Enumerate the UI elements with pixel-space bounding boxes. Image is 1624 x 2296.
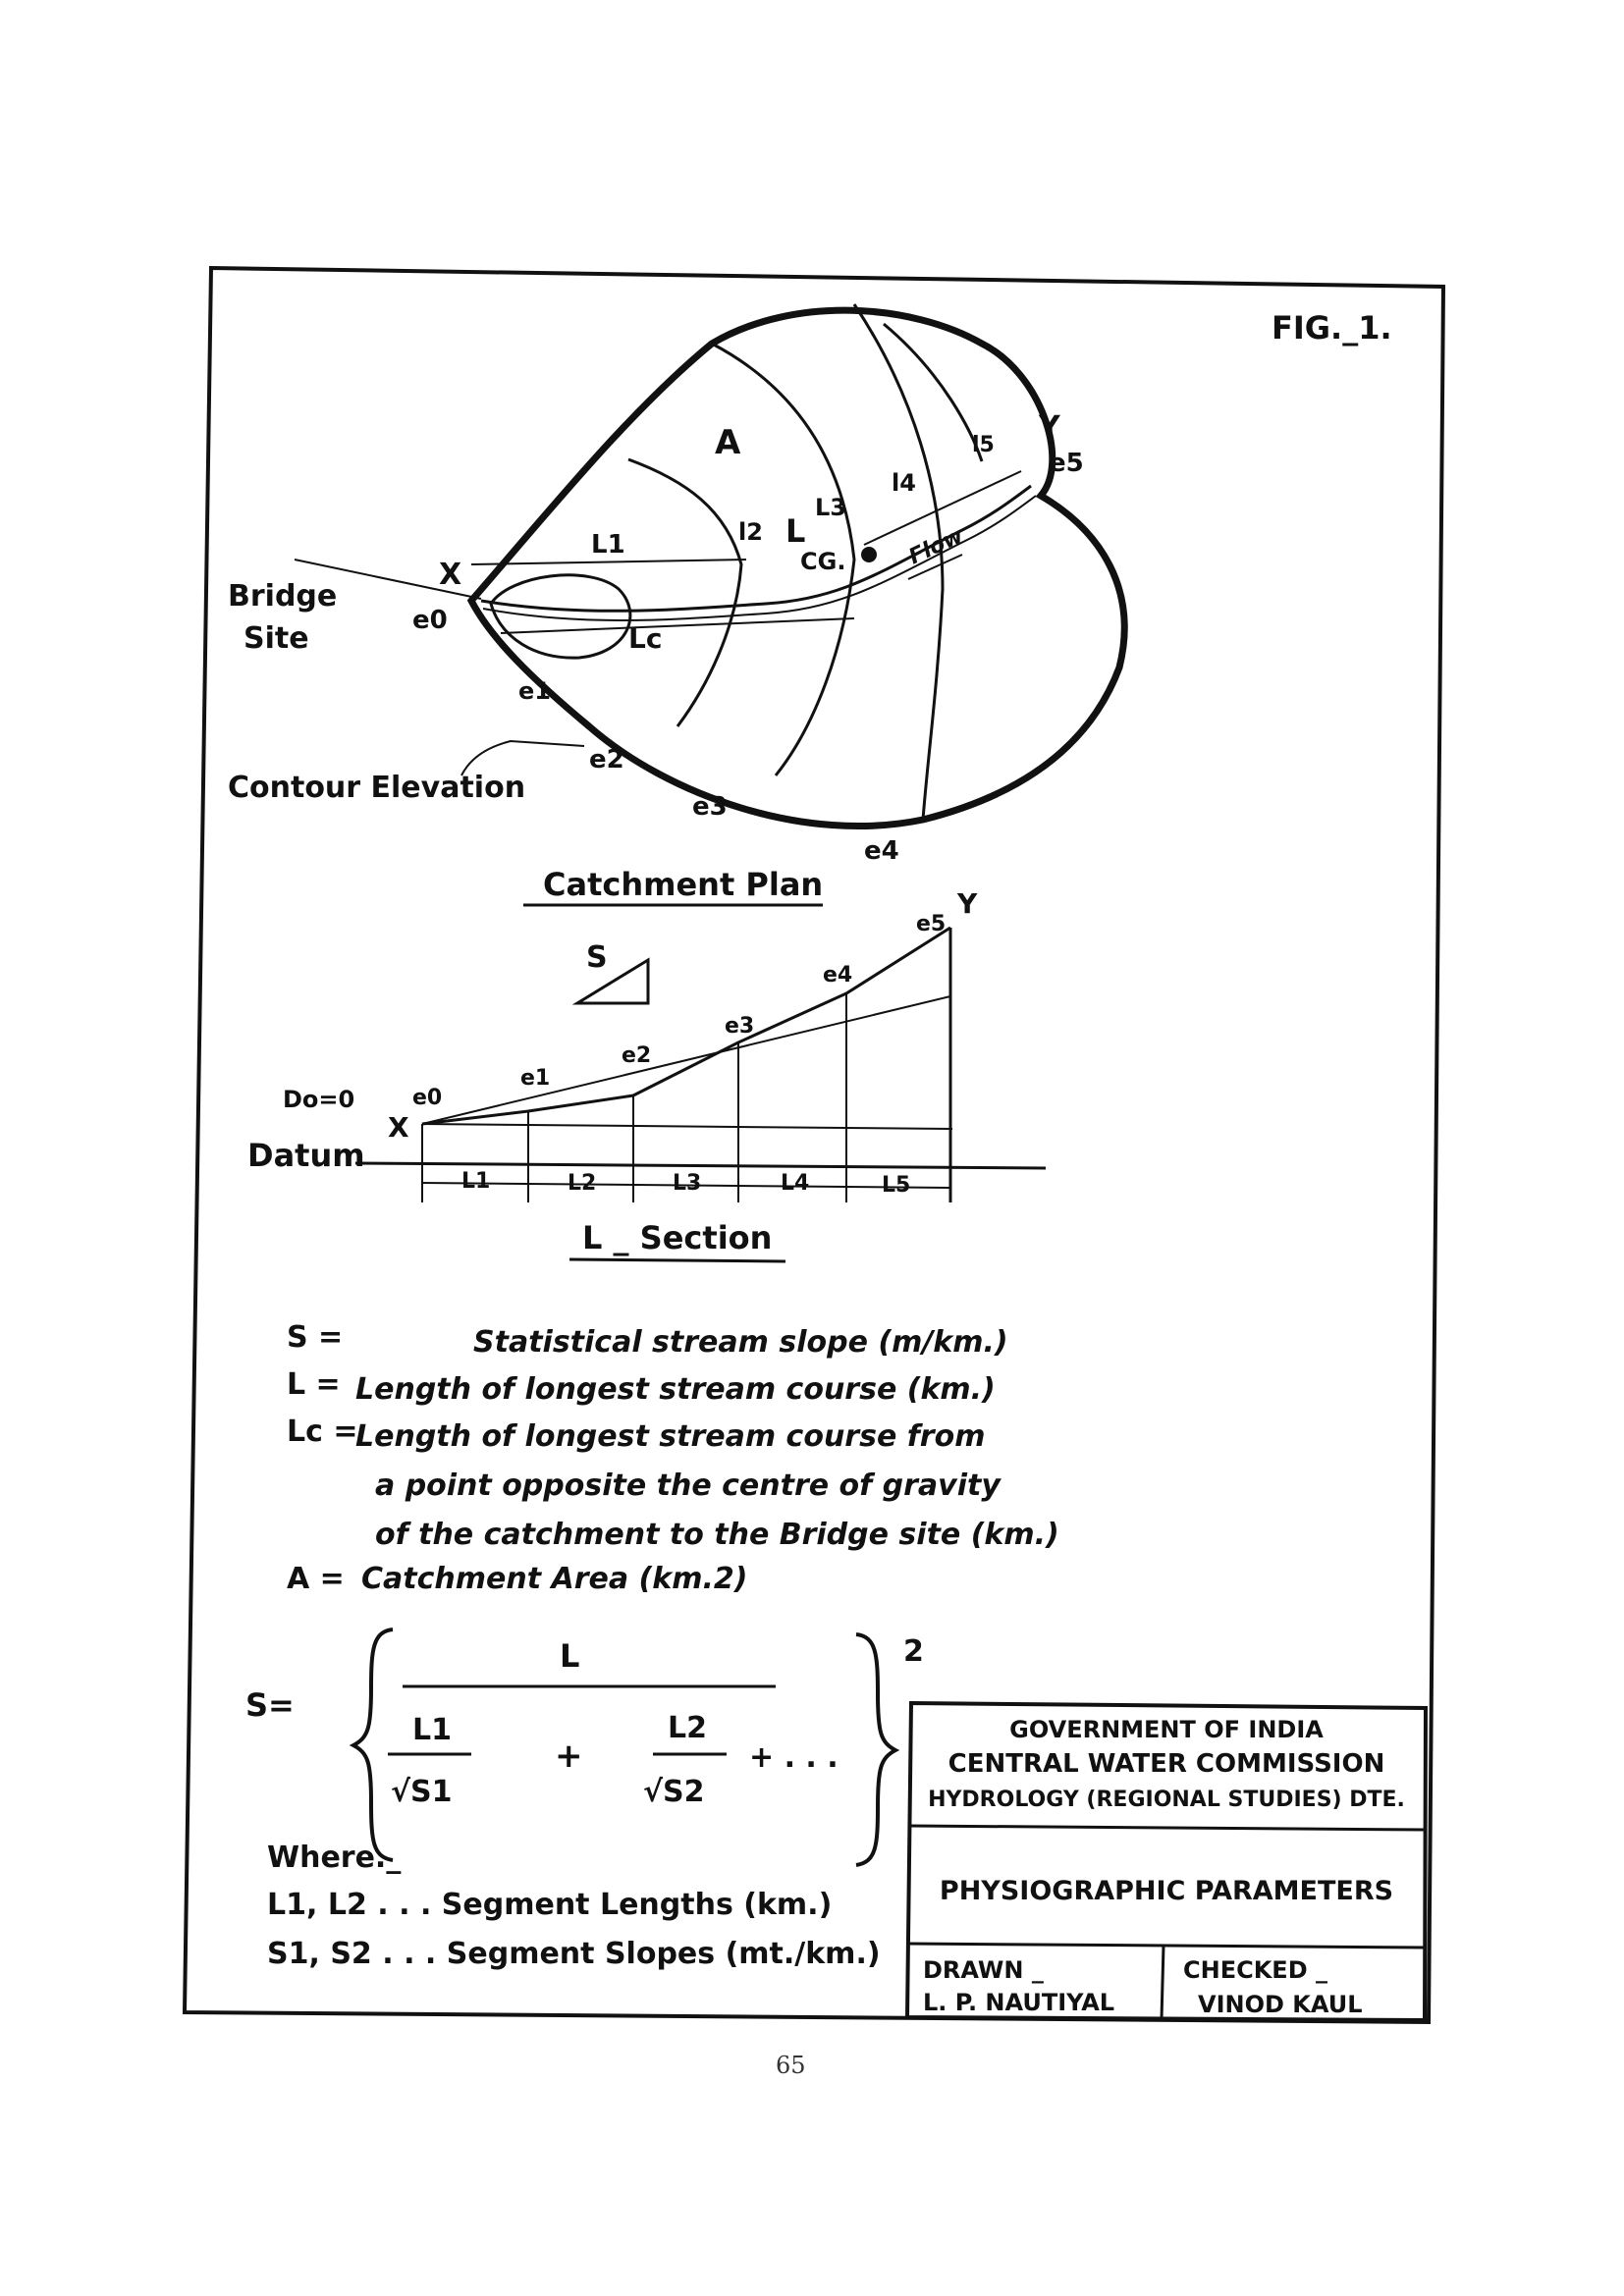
def-sym-lc: Lc = — [287, 1415, 358, 1449]
where-line-2: S1, S2 . . . Segment Slopes (mt./km.) — [267, 1937, 881, 1971]
left-brace — [353, 1629, 393, 1860]
def-text-l: Length of longest stream course (km.) — [355, 1372, 996, 1407]
org-line-1: GOVERNMENT OF INDIA — [1009, 1716, 1324, 1743]
section-x-label: X — [388, 1111, 409, 1144]
plan-segment-l2: l2 — [738, 518, 763, 546]
plan-x-label: X — [439, 558, 462, 592]
section-l5: L5 — [882, 1173, 911, 1198]
catchment-plan-title: Catchment Plan — [543, 866, 824, 903]
section-l2: L2 — [568, 1171, 597, 1196]
where-title: Where._ — [267, 1841, 402, 1875]
plan-y-label: Y — [1039, 410, 1060, 445]
catchment-plan — [228, 304, 1124, 905]
cg-point — [861, 547, 877, 562]
section-e2: e2 — [622, 1043, 652, 1068]
section-y-label: Y — [957, 887, 978, 920]
checked-label: CHECKED _ — [1183, 1956, 1327, 1984]
section-e4: e4 — [823, 963, 853, 988]
l-section — [247, 887, 1046, 1261]
plan-e4: e4 — [864, 836, 899, 866]
section-l3: L3 — [673, 1171, 702, 1196]
where-block — [267, 1841, 881, 1971]
drawn-label: DRAWN _ — [923, 1956, 1044, 1984]
site-label: Site — [244, 621, 309, 656]
contour-line — [628, 459, 741, 726]
flow-label: Flow — [904, 523, 968, 570]
area-label: A — [715, 423, 741, 462]
plan-segment-l3: L3 — [815, 494, 846, 521]
bridge-label: Bridge — [228, 579, 338, 614]
plan-segment-l5: l5 — [972, 433, 995, 457]
l-label: L — [785, 512, 806, 550]
statistical-slope-line — [422, 996, 950, 1124]
term2-numerator: L2 — [668, 1711, 707, 1745]
plan-segment-l4: l4 — [892, 469, 916, 497]
drawn-by: L. P. NAUTIYAL — [923, 1989, 1115, 2016]
section-l4: L4 — [781, 1171, 810, 1196]
formula-numerator: L — [560, 1637, 580, 1675]
datum-label: Datum — [247, 1137, 365, 1174]
title-block-divider — [909, 1826, 1426, 1830]
reference-line — [422, 1124, 952, 1129]
title-block-divider — [1162, 1946, 1164, 2019]
plan-e5: e5 — [1049, 449, 1084, 478]
plan-e3: e3 — [692, 792, 728, 822]
stream-profile — [422, 928, 950, 1124]
lc-loop — [491, 575, 630, 658]
section-e0: e0 — [412, 1086, 443, 1110]
def-text-lc: Length of longest stream course from — [355, 1419, 986, 1454]
plan-e1: e1 — [518, 677, 551, 705]
section-e5: e5 — [916, 912, 947, 936]
formula-lhs: S= — [245, 1686, 295, 1724]
l-section-title: L _ Section — [582, 1219, 773, 1256]
def-text-lc-2: a point opposite the centre of gravity — [375, 1468, 1001, 1503]
datum-line — [355, 1163, 1046, 1168]
plan-e2: e2 — [589, 745, 624, 774]
def-sym-l: L = — [287, 1367, 341, 1402]
section-e1: e1 — [520, 1066, 551, 1091]
formula-plus: + — [555, 1736, 583, 1776]
lc-label: Lc — [628, 622, 663, 655]
section-l1: L1 — [461, 1169, 491, 1194]
plan-segment-l1: L1 — [591, 530, 625, 560]
def-sym-s: S = — [287, 1320, 344, 1355]
drawing-title: PHYSIOGRAPHIC PARAMETERS — [939, 1876, 1394, 1906]
term1-numerator: L1 — [412, 1713, 452, 1747]
formula-tail: + . . . — [749, 1740, 839, 1775]
def-text-lc-3: of the catchment to the Bridge site (km.) — [375, 1518, 1059, 1552]
term1-denominator: √S1 — [391, 1775, 453, 1809]
def-text-s: Statistical stream slope (m/km.) — [473, 1325, 1008, 1360]
contour-elevation-label: Contour Elevation — [228, 771, 526, 805]
org-line-3: HYDROLOGY (REGIONAL STUDIES) DTE. — [928, 1788, 1405, 1812]
title-underline — [569, 1259, 785, 1261]
do-label: Do=0 — [283, 1086, 355, 1113]
right-brace — [856, 1634, 895, 1865]
definitions — [287, 1320, 1059, 1596]
where-line-1: L1, L2 . . . Segment Lengths (km.) — [267, 1888, 833, 1922]
cg-label: CG. — [800, 548, 846, 575]
plan-e0: e0 — [412, 606, 448, 635]
formula — [245, 1629, 924, 1865]
formula-exponent: 2 — [903, 1634, 924, 1669]
contour-line — [884, 324, 982, 461]
title-block — [907, 1703, 1426, 2020]
org-line-2: CENTRAL WATER COMMISSION — [947, 1749, 1385, 1779]
slope-s-label: S — [586, 940, 608, 975]
lc-dimension — [501, 618, 854, 633]
figure-label: FIG._1. — [1272, 309, 1392, 347]
l1-dimension — [471, 560, 746, 564]
def-text-a: Catchment Area (km.2) — [361, 1562, 748, 1596]
term2-denominator: √S2 — [643, 1775, 705, 1809]
page-number: 65 — [776, 2052, 806, 2079]
section-e3: e3 — [725, 1014, 755, 1039]
title-block-divider — [908, 1944, 1425, 1948]
checked-by: VINOD KAUL — [1198, 1991, 1363, 2018]
def-sym-a: A = — [287, 1562, 345, 1596]
catchment-boundary — [471, 310, 1124, 826]
